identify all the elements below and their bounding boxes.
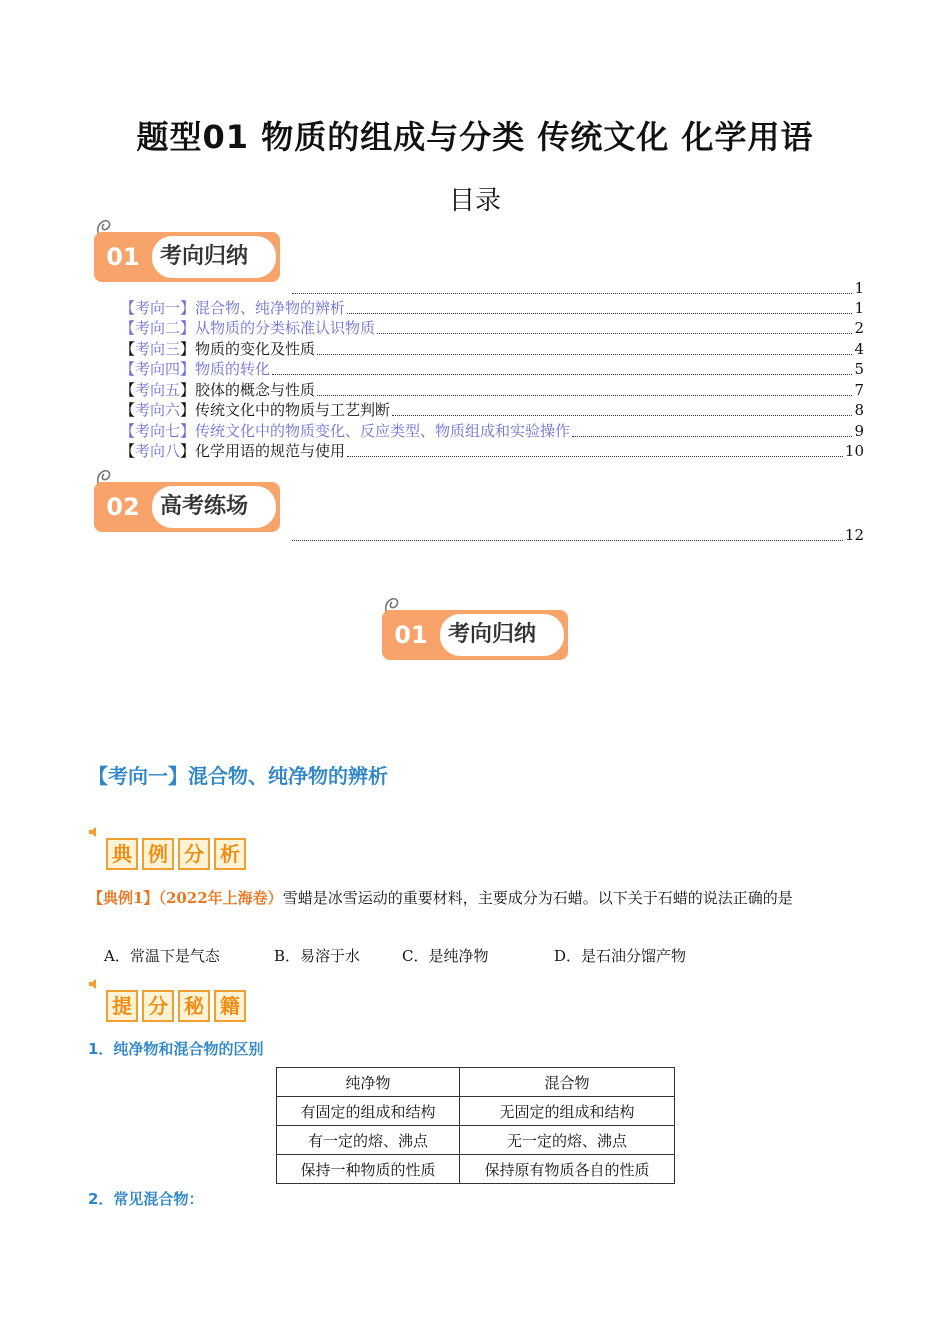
table-cell: 有一定的熔、沸点 (277, 1126, 460, 1155)
badge-label: 考向归纳 (160, 244, 249, 269)
toc-item-1[interactable]: 【考向一】混合物、纯净物的辨析 1 (120, 299, 864, 317)
toc-section2-row[interactable] (290, 525, 864, 545)
table-row (277, 1155, 675, 1184)
table-cell: 无固定的组成和结构 (460, 1097, 675, 1126)
comparison-table (276, 1067, 675, 1184)
section-badge-2 (92, 466, 284, 532)
table-row (277, 1097, 675, 1126)
stamp-example-analysis: 典 例 分 析 (106, 830, 250, 870)
section-title: 【考向一】混合物、纯净物的辨析 (88, 764, 388, 788)
option-b[interactable]: B．易溶于水 (274, 947, 361, 965)
table-cell: 混合物 (460, 1068, 675, 1097)
table-cell: 无一定的熔、沸点 (460, 1126, 675, 1155)
point-heading-2: 2．常见混合物： (88, 1190, 204, 1208)
badge-label: 考向归纳 (448, 622, 537, 647)
toc-item-6[interactable]: 【考向六】传统文化中的物质与工艺判断 8 (120, 401, 864, 419)
example-tag: 【典例1】 (88, 889, 159, 907)
table-header-row (277, 1068, 675, 1097)
table-row (277, 1126, 675, 1155)
option-d[interactable]: D．是石油分馏产物 (554, 947, 687, 965)
table-cell: 纯净物 (277, 1068, 460, 1097)
toc-item-2[interactable]: 【考向二】从物质的分类标准认识物质 2 (120, 319, 864, 337)
toc-page: 12 (844, 526, 864, 544)
example-source: （2022年上海卷） (158, 889, 283, 907)
toc-item-5[interactable]: 【考向五】胶体的概念与性质 7 (120, 381, 864, 399)
badge-number: 01 (106, 243, 140, 271)
speaker-icon (88, 978, 100, 990)
toc-item-4[interactable]: 【考向四】物质的转化 5 (120, 360, 864, 378)
page-title: 题型01 物质的组成与分类 传统文化 化学用语 (136, 118, 814, 156)
example-question (88, 884, 868, 912)
point-heading-1: 1．纯净物和混合物的区别 (88, 1040, 264, 1058)
section-badge-1 (92, 216, 284, 282)
badge-number: 02 (106, 493, 140, 521)
example-text: 雪蜡是冰雪运动的重要材料，主要成分为石蜡。以下关于石蜡的说法正确的是 (282, 889, 793, 907)
section-badge-3 (380, 594, 572, 660)
option-c[interactable]: C．是纯净物 (402, 947, 489, 965)
toc-page: 1 (854, 279, 864, 297)
badge-number: 01 (394, 621, 428, 649)
toc-item-3[interactable]: 【考向三】物质的变化及性质 4 (120, 340, 864, 358)
toc-item-7[interactable]: 【考向七】传统文化中的物质变化、反应类型、物质组成和实验操作 9 (120, 422, 864, 440)
option-a[interactable]: A．常温下是气态 (104, 947, 220, 965)
speaker-icon (88, 826, 100, 838)
badge-label: 高考练场 (160, 494, 249, 519)
table-cell: 保持原有物质各自的性质 (460, 1155, 675, 1184)
table-cell: 有固定的组成和结构 (277, 1097, 460, 1126)
toc-item-8[interactable]: 【考向八】化学用语的规范与使用 10 (120, 442, 864, 460)
stamp-tips: 提 分 秘 籍 (106, 982, 250, 1022)
table-cell: 保持一种物质的性质 (277, 1155, 460, 1184)
toc-heading: 目录 (448, 186, 501, 216)
toc-section1-row[interactable] (290, 278, 864, 298)
